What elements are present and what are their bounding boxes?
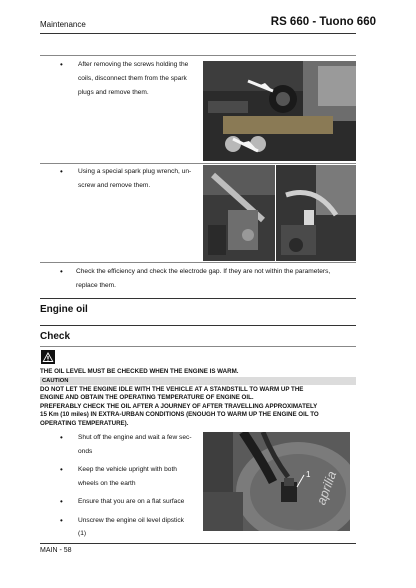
step-line: onds: [78, 447, 93, 455]
bullet-icon: •: [60, 60, 63, 69]
step-divider: [40, 262, 356, 263]
header-model-title: RS 660 - Tuono 660: [270, 16, 376, 28]
oil-step-flat-surface: [62, 495, 202, 509]
caution-line: 15 Km (10 miles) IN EXTRA-URBAN CONDITIONS (ENOUGH TO WARM UP THE ENGINE OIL TO: [40, 411, 319, 419]
caution-text: [40, 386, 358, 428]
section-rule: [40, 325, 356, 326]
warning-triangle-icon: [41, 350, 55, 364]
bullet-icon: •: [60, 515, 63, 525]
oil-step-shut-off: [62, 431, 202, 458]
step-item-remove-coils: [62, 58, 202, 100]
section-rule: [40, 346, 356, 347]
step-line: replace them.: [76, 282, 116, 289]
step-line: Ensure that you are on a flat surface: [78, 498, 185, 505]
step-line: plugs and remove them.: [78, 89, 149, 96]
oil-step-dipstick: [62, 514, 202, 541]
step-line: After removing the screws holding the: [78, 61, 189, 68]
bullet-icon: •: [60, 267, 63, 276]
photo-spark-plug-removed: [276, 165, 356, 261]
step-line: wheels on the earth: [78, 479, 136, 487]
step-line: Unscrew the engine oil level dipstick: [78, 516, 184, 524]
caution-bar: [40, 377, 356, 385]
step-item-unscrew-plugs: [62, 165, 202, 193]
bullet-icon: •: [60, 465, 63, 474]
step-line: Shut off the engine and wait a few sec-: [78, 434, 192, 441]
photo-coil-removal: [203, 61, 356, 161]
step-divider: [40, 163, 356, 164]
photo-oil-dipstick: [203, 432, 350, 531]
section-title-check: Check: [40, 331, 71, 342]
caution-label: CAUTION: [42, 377, 69, 384]
caution-line: ENGINE AND OBTAIN THE OPERATING TEMPERATURE OF ENGINE OIL.: [40, 394, 254, 402]
step-line: screw and remove them.: [78, 182, 151, 189]
warning-text: THE OIL LEVEL MUST BE CHECKED WHEN THE ENGINE IS WARM.: [40, 368, 239, 375]
bullet-icon: •: [60, 167, 63, 176]
caution-line: OPERATING TEMPERATURE).: [40, 419, 129, 427]
caution-line: PREFERABLY CHECK THE OIL AFTER A JOURNEY OF AFTER TRAVELLING APPROXIMATELY: [40, 402, 318, 410]
page-number: MAIN - 58: [40, 547, 72, 554]
bullet-icon: •: [60, 497, 63, 506]
header-rule: [40, 33, 356, 34]
section-rule: [40, 298, 356, 299]
photo-spark-plug-wrench: [203, 165, 275, 261]
cover-brand-text: aprilia: [313, 468, 340, 507]
step-divider: [40, 55, 356, 56]
bullet-icon: •: [60, 433, 63, 442]
step-line: coils, disconnect them from the spark: [78, 75, 187, 82]
step-line: Keep the vehicle upright with both: [78, 466, 177, 473]
footer-rule: [40, 543, 356, 544]
step-line: (1): [78, 530, 87, 537]
oil-step-upright: [62, 463, 202, 490]
header-section-label: Maintenance: [40, 20, 86, 29]
step-line: Using a special spark plug wrench, un-: [78, 168, 192, 175]
callout-number: 1: [306, 470, 311, 479]
step-line: Check the efficiency and check the electrode gap. If they are not within the parameters,: [76, 268, 331, 275]
oil-steps-list: [62, 431, 202, 541]
step-item-check-gap: [62, 265, 358, 293]
section-title-engine-oil: Engine oil: [40, 304, 88, 315]
caution-line: DO NOT LET THE ENGINE IDLE WITH THE VEHICLE AT A STANDSTILL TO WARM UP THE: [40, 386, 304, 393]
